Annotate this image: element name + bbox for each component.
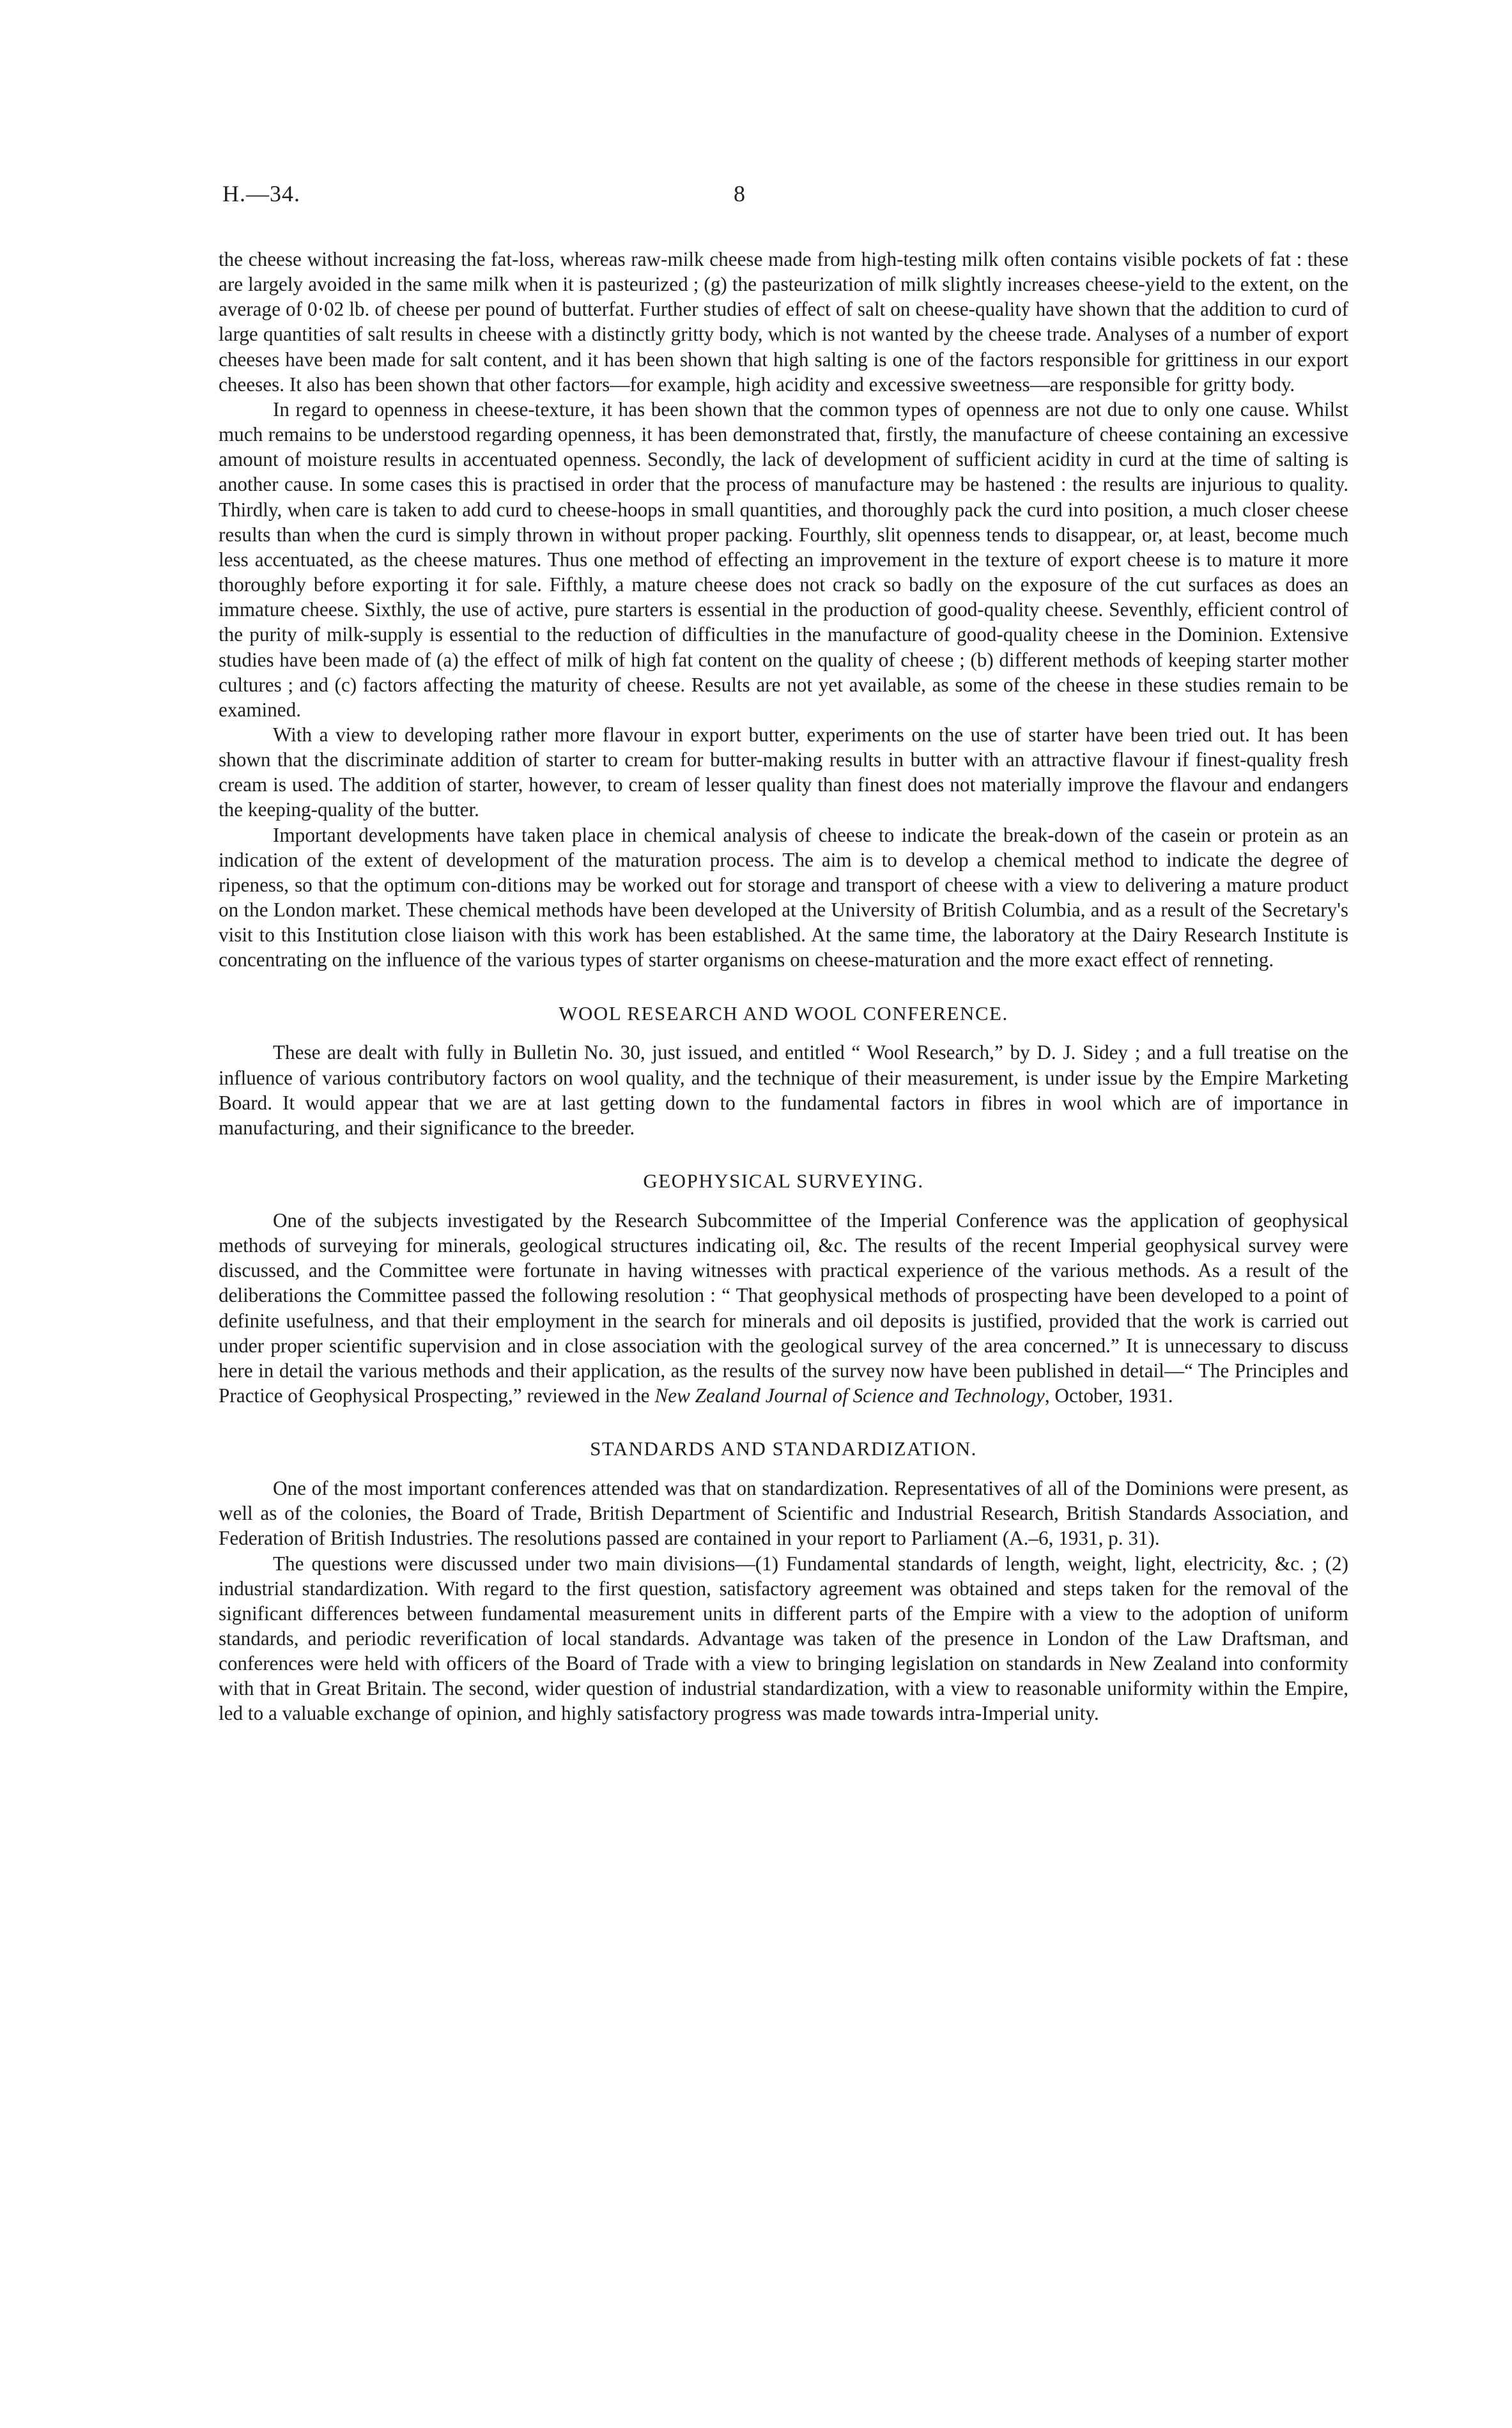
standards-paragraph-2: The questions were discussed under two main divisions—(1) Fundamental standards of length, weight, light, electricity, &c. ; (2) industrial standardization. With regard to the first question, satisfactory agreement was obtained and steps taken for the removal of the significant differences between fundamental measurement units in different parts of the Empire with a view to the adoption of uniform standards, and periodic reverification of local standards. Advantage was taken of the presence in London of the Law Draftsman, and conferences were held with officers of the Board of Trade with a view to bringing legislation on standards in New Zealand into conformity with that in Great Britain. The second, wider question of industrial standardization, with a view to reasonable uniformity within the Empire, led to a valuable exchange of opinion, and highly satisfactory progress was made towards intra-Imperial unity. <box>219 1552 1348 1725</box>
dairy-paragraph-3: With a view to developing rather more flavour in export butter, experiments on the use of starter have been tried out. It has been shown that the discriminate addition of starter to cream for butter-making results in butter with an attractive flavour if finest-quality fresh cream is used. The addition of starter, however, to cream of lesser quality than finest does not materially improve the flavour and endangers the keeping-quality of the butter. <box>219 723 1348 821</box>
geophysical-text-part-1: One of the subjects investigated by the Research Subcommittee of the Imperial Conference was the application of geophysical methods of surveying for minerals, geological structures indicating oil, &c. The results of the recent Imperial geophysical survey were discussed, and the Committee were fortunate in having witnesses with practical experience of the various methods. As a result of the deliberations the Committee passed the following resolution : “ That geophysical methods of prospecting have been developed to a point of definite usefulness, and that their employment in the search for minerals and oil deposits is justified, provided that the work is carried out under proper scientific supervision and in close association with the geological survey of the area concerned.” It is unnecessary to discuss here in detail the various methods and their application, as the results of the survey now have been published in detail—“ The Principles and Practice of Geophysical Prospecting,” reviewed in the <box>219 1209 1348 1407</box>
section-heading-wool: WOOL RESEARCH AND WOOL CONFERENCE. <box>559 1001 1008 1025</box>
dairy-paragraph-2: In regard to openness in cheese-texture, it has been shown that the common types of openness are not due to only one cause. Whilst much remains to be understood regarding openness, it has been demonstrated that, firstly, the manufacture of cheese containing an excessive amount of moisture results in accentuated openness. Secondly, the lack of development of sufficient acidity in curd at the time of salting is another cause. In some cases this is practised in order that the process of manufacture may be hastened : the results are injurious to quality. Thirdly, when care is taken to add curd to cheese-hoops in small quantities, and thoroughly pack the curd into position, a much closer cheese results than when the curd is simply thrown in without proper packing. Fourthly, slit openness tends to disappear, or, at least, become much less accentuated, as the cheese matures. Thus one method of effecting an improvement in the texture of export cheese is to mature it more thoroughly before exporting it for sale. Fifthly, a mature cheese does not crack so badly on the exposure of the cut surfaces as does an immature cheese. Sixthly, the use of active, pure starters is essential in the production of good-quality cheese. Seventhly, efficient control of the purity of milk-supply is essential to the reduction of difficulties in the manufacture of good-quality cheese in the Dominion. Extensive studies have been made of (a) the effect of milk of high fat content on the quality of cheese ; (b) different methods of keeping starter mother cultures ; and (c) factors affecting the maturity of cheese. Results are not yet available, as some of the cheese in these studies remain to be examined. <box>219 398 1348 721</box>
page-number: 8 <box>734 181 745 206</box>
wool-paragraph-1: These are dealt with fully in Bulletin No. 30, just issued, and entitled “ Wool Research,” by D. J. Sidey ; and a full treatise on the influence of various contributory factors on wool quality, and the technique of their measurement, is under issue by the Empire Marketing Board. It would appear that we are at last getting down to the fundamental factors in fibres in wool which are of importance in manufacturing, and their significance to the breeder. <box>219 1041 1348 1139</box>
page-header <box>222 180 1347 219</box>
standards-paragraph-1: One of the most important conferences attended was that on standardization. Representatives of all of the Dominions were present, as well as of the colonies, the Board of Trade, British Department of Scientific and Industrial Research, British Standards Association, and Federation of British Industries. The resolutions passed are contained in your report to Parliament (A.–6, 1931, p. 31). <box>219 1477 1348 1550</box>
dairy-paragraph-1: the cheese without increasing the fat-loss, whereas raw-milk cheese made from high-testing milk often contains visible pockets of fat : these are largely avoided in the same milk when it is pasteurized ; (g) the pasteurization of milk slightly increases cheese-yield to the extent, on the average of 0·02 lb. of cheese per pound of butterfat. Further studies of effect of salt on cheese-quality have shown that the addition to curd of large quantities of salt results in cheese with a distinctly gritty body, which is not wanted by the cheese trade. Analyses of a number of export cheeses have been made for salt content, and it has been shown that high salting is one of the factors responsible for grittiness in our export cheeses. It also has been shown that other factors—for example, high acidity and excessive sweetness—are responsible for gritty body. <box>219 248 1348 396</box>
document-reference: H.—34. <box>222 181 300 206</box>
section-heading-geophysical: GEOPHYSICAL SURVEYING. <box>643 1170 924 1193</box>
geophysical-text-part-2: , October, 1931. <box>1044 1384 1173 1407</box>
geophysical-paragraph-1 <box>219 1208 1348 1408</box>
dairy-paragraph-4: Important developments have taken place in chemical analysis of cheese to indicate the break-down of the casein or protein as an indication of the extent of development of the maturation process. The aim is to develop a chemical method to indicate the degree of ripeness, so that the optimum con-ditions may be worked out for storage and transport of cheese with a view to delivering a mature product on the London market. These chemical methods have been developed at the University of British Columbia, and as a result of the Secretary's visit to this Institution close liaison with this work has been established. At the same time, the laboratory at the Dairy Research Institute is concentrating on the influence of the various types of starter organisms on cheese-maturation and the more exact effect of renneting. <box>219 823 1348 971</box>
journal-title: New Zealand Journal of Science and Technology <box>654 1384 1045 1407</box>
section-heading-standards: STANDARDS AND STANDARDIZATION. <box>590 1437 977 1460</box>
page-body <box>219 247 1348 1726</box>
